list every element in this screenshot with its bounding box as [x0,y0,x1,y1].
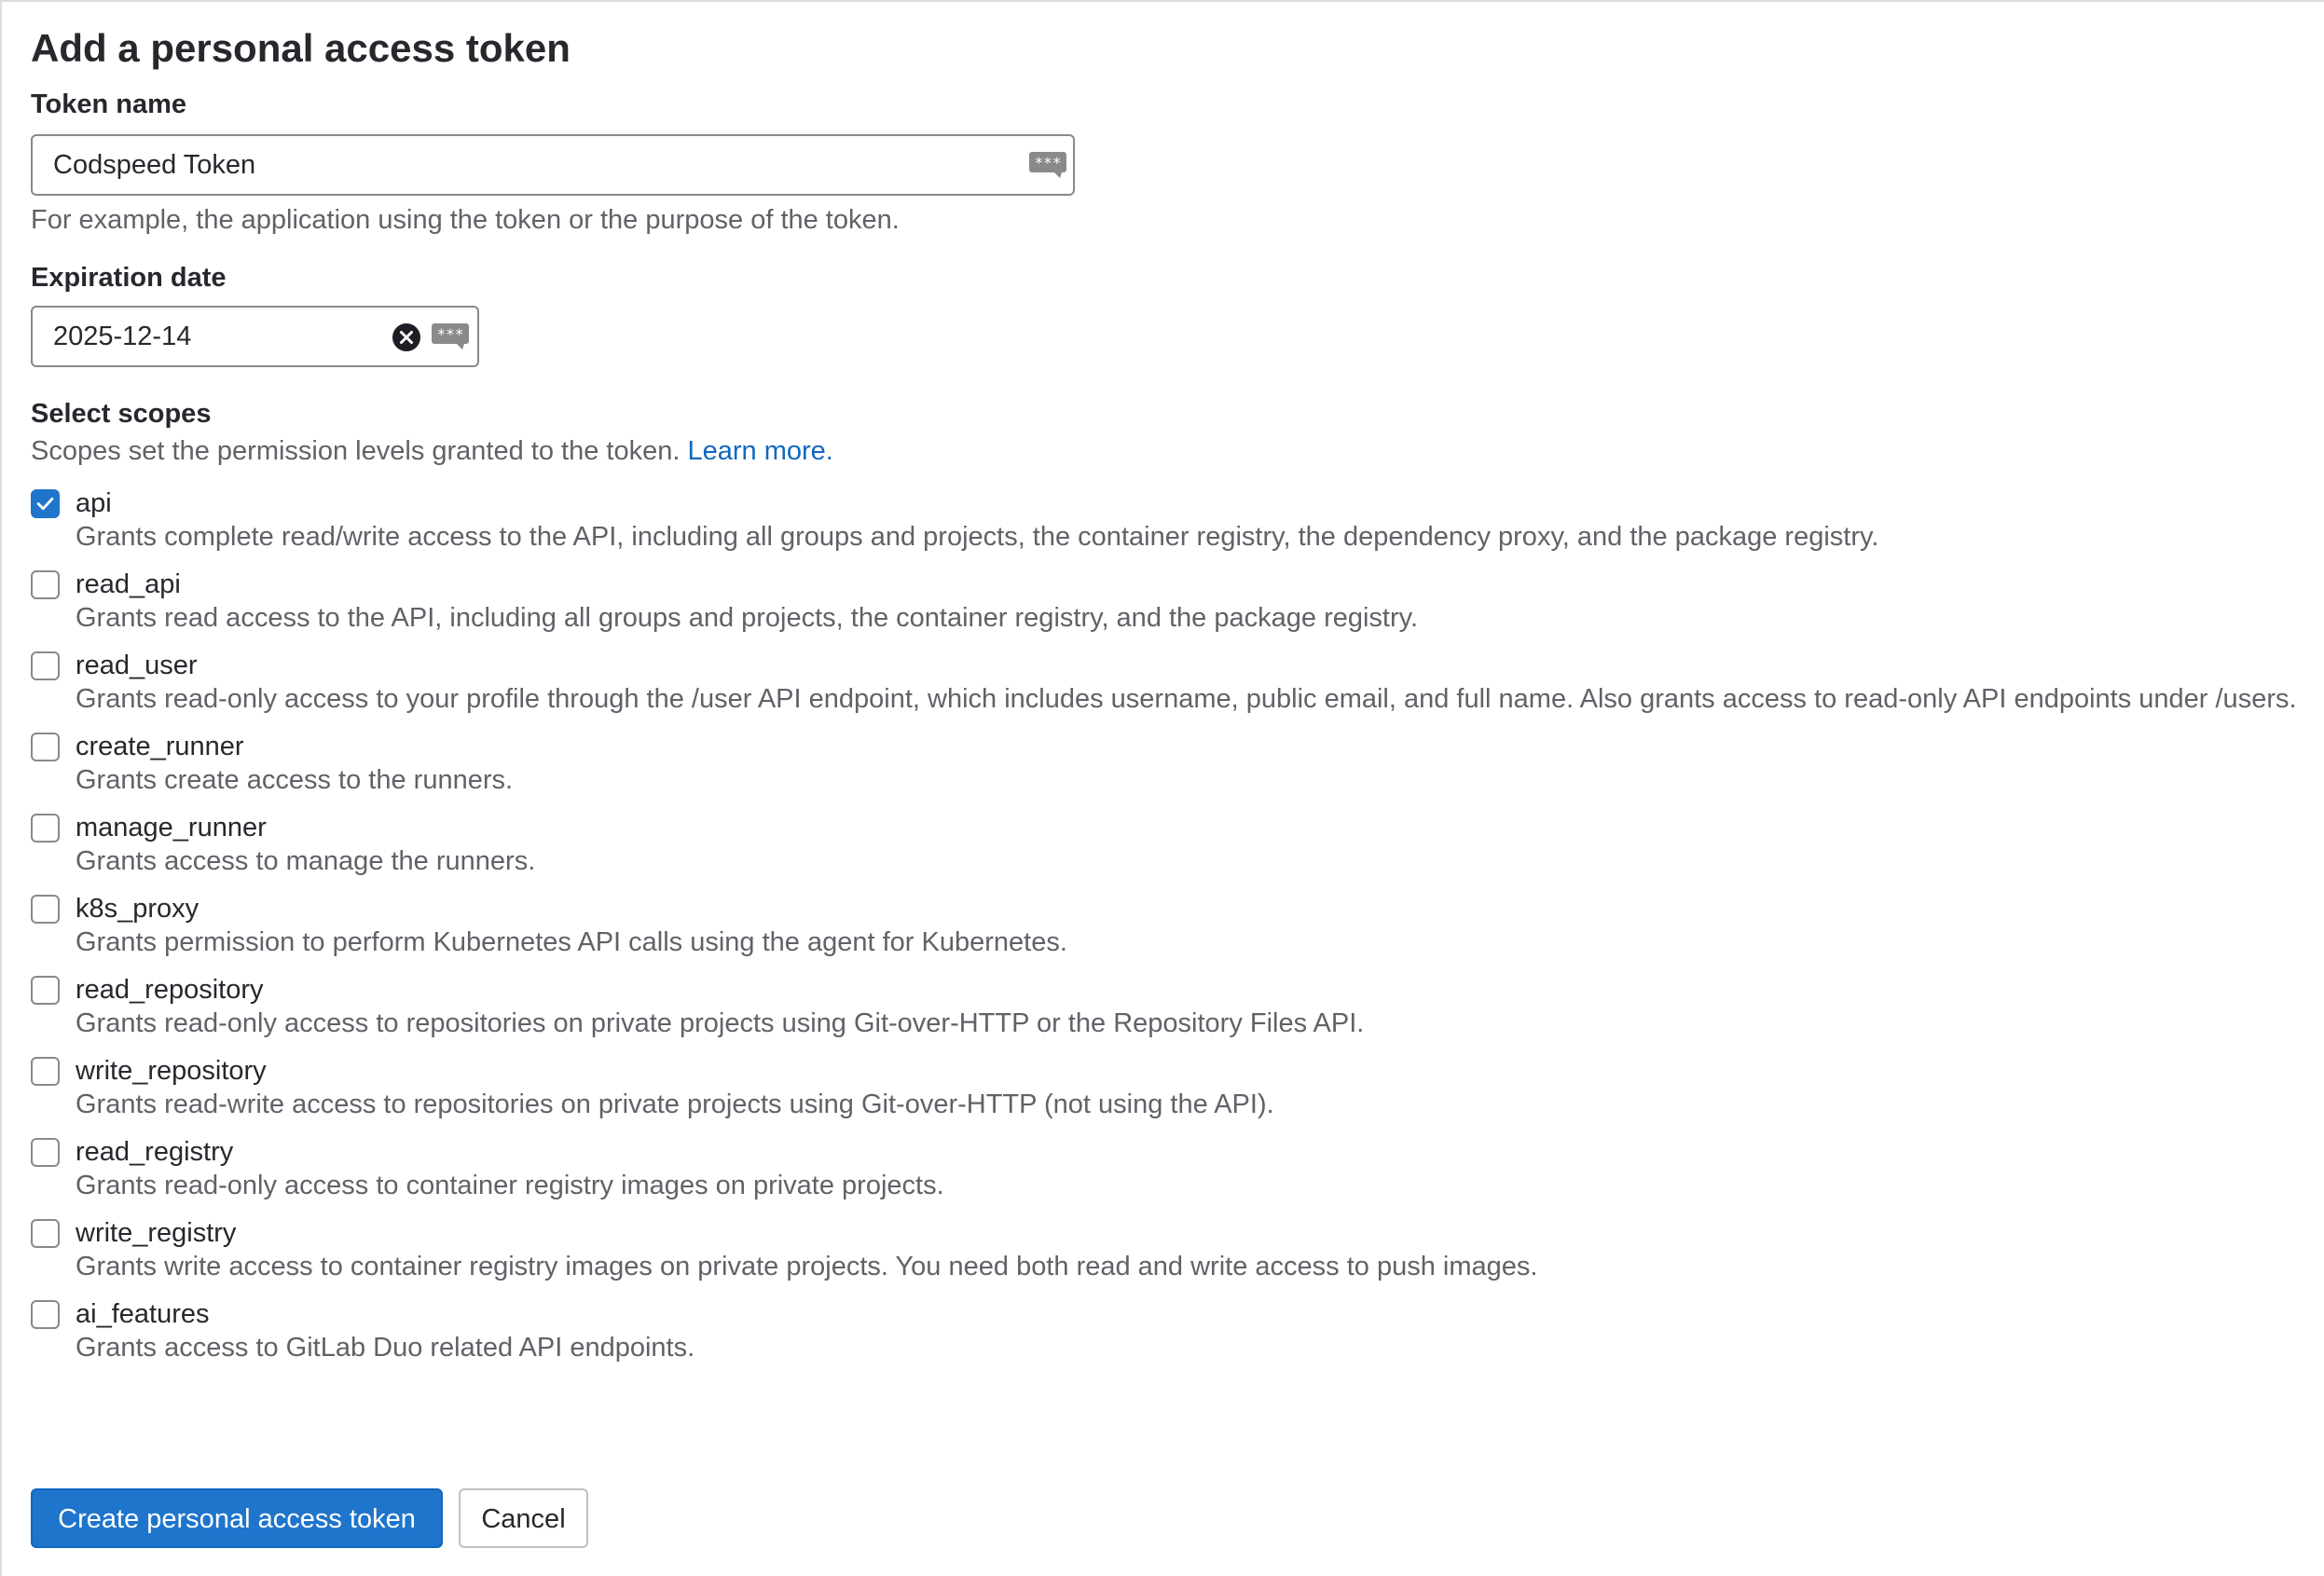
scope-row-ai-features [31,1295,2305,1363]
scope-row-manage-runner [31,809,2305,876]
password-manager-icon[interactable] [431,322,470,350]
scope-row-read-api [31,566,2305,633]
scope-row-create-runner [31,728,2305,795]
scope-row-write-repository [31,1052,2305,1119]
scope-checkbox-k8s-proxy[interactable] [31,895,60,924]
scope-name[interactable]: k8s_proxy [76,894,199,924]
scope-checkbox-manage-runner[interactable] [31,814,60,843]
scope-name[interactable]: manage_runner [76,813,267,843]
scope-description: Grants permission to perform Kubernetes API calls using the agent for Kubernetes. [76,927,1067,957]
scope-checkbox-read-api[interactable] [31,570,60,599]
scope-checkbox-read-repository[interactable] [31,976,60,1005]
create-token-button[interactable]: Create personal access token [31,1488,443,1548]
expiration-date-input[interactable] [31,306,479,367]
svg-text:***: *** [1034,154,1062,171]
cancel-button[interactable]: Cancel [459,1488,588,1548]
scope-name[interactable]: api [76,488,112,518]
scope-description: Grants create access to the runners. [76,765,514,795]
token-name-value: Codspeed Token [53,150,256,180]
scope-checkbox-ai-features[interactable] [31,1300,60,1329]
scope-checkbox-create-runner[interactable] [31,733,60,761]
scope-name[interactable]: read_api [76,569,181,599]
select-scopes-label: Select scopes [31,399,212,429]
scope-row-read-repository [31,971,2305,1038]
scopes-help-text: Scopes set the permission levels granted to the token. [31,436,681,466]
scope-description: Grants read-write access to repositories on private projects using Git-over-HTTP (not using the API). [76,1089,1274,1119]
scope-description: Grants read-only access to container registry images on private projects. [76,1171,944,1200]
scope-list [31,485,2305,1363]
scope-name[interactable]: write_repository [76,1056,267,1086]
check-icon [33,491,58,516]
scope-name[interactable]: read_repository [76,975,264,1005]
password-manager-icon[interactable] [1028,151,1067,179]
scope-description: Grants write access to container registry images on private projects. You need both read and write access to push images. [76,1252,1538,1281]
scope-name[interactable]: read_user [76,651,198,680]
svg-text:***: *** [436,325,464,343]
scope-description: Grants read-only access to repositories on private projects using Git-over-HTTP or the Repository Files API. [76,1008,1365,1038]
scope-checkbox-read-user[interactable] [31,651,60,680]
token-name-input[interactable] [31,134,1075,196]
scope-description: Grants access to GitLab Duo related API endpoints. [76,1333,695,1363]
scope-row-api [31,485,2305,552]
scope-description: Grants access to manage the runners. [76,846,536,876]
scope-name[interactable]: read_registry [76,1137,234,1167]
learn-more-link[interactable]: Learn more. [687,436,833,466]
scope-description: Grants read-only access to your profile through the /user API endpoint, which includes username, public email, and full name. Also grants access to read-only API endpoints under /users. [76,684,2297,714]
scope-row-k8s-proxy [31,890,2305,957]
token-form [31,22,2305,1363]
scope-checkbox-write-registry[interactable] [31,1219,60,1248]
token-name-help: For example, the application using the token or the purpose of the token. [31,205,900,235]
scopes-help [31,432,2305,470]
scope-name[interactable]: create_runner [76,732,244,761]
scope-name[interactable]: write_registry [76,1218,237,1248]
scope-checkbox-write-repository[interactable] [31,1057,60,1086]
token-name-label: Token name [31,89,187,119]
scope-checkbox-read-registry[interactable] [31,1138,60,1167]
scope-row-write-registry [31,1214,2305,1281]
scope-description: Grants complete read/write access to the API, including all groups and projects, the container registry, the dependency proxy, and the package registry. [76,522,1879,552]
expiration-date-value: 2025-12-14 [53,322,192,351]
scope-row-read-registry [31,1133,2305,1200]
scope-checkbox-api[interactable] [31,489,60,518]
expiration-date-label: Expiration date [31,263,227,293]
page-title: Add a personal access token [31,26,571,70]
scope-row-read-user [31,647,2305,714]
scope-description: Grants read access to the API, including all groups and projects, the container registry, and the package registry. [76,603,1419,633]
scope-name[interactable]: ai_features [76,1299,210,1329]
clear-icon[interactable] [392,322,421,352]
